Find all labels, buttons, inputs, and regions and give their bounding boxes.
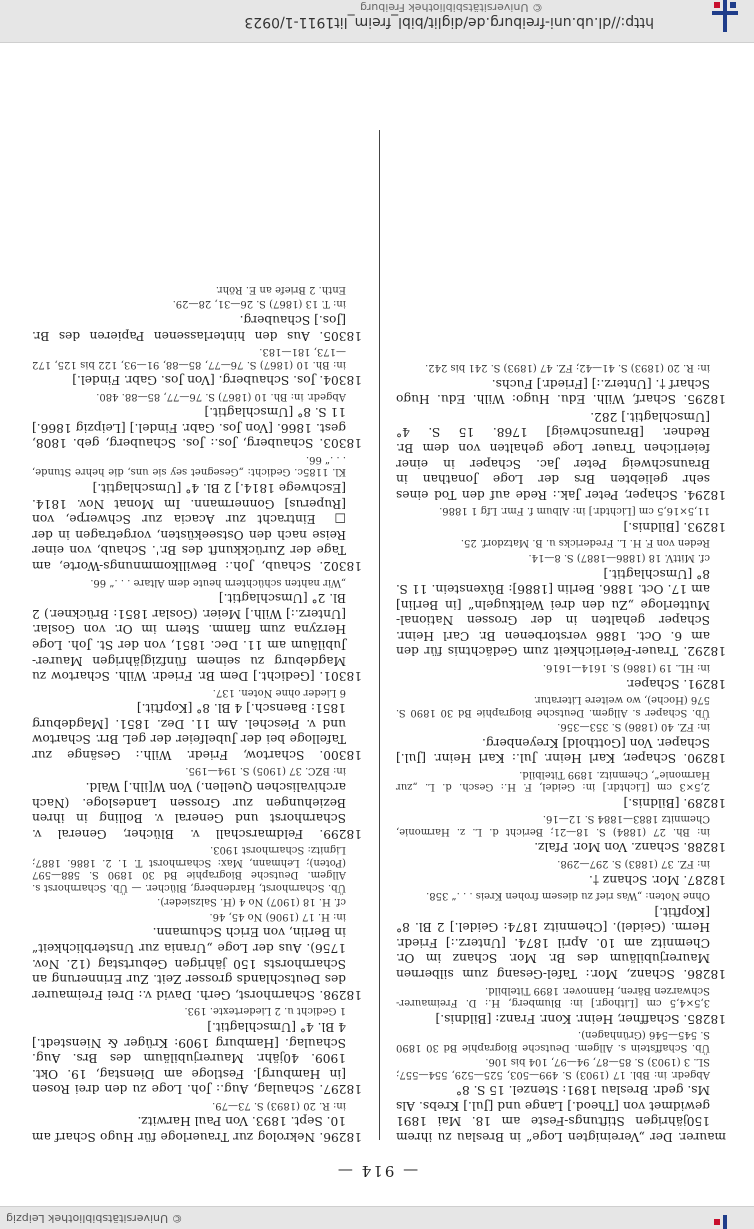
bibliography-entry: 18295. Scharf, Wilh. Edu. Hugo: Wilh. Edu. Hugo Scharf †. [Unterz.:] [Friedr.] Fuchs. [396,376,726,407]
entry-note: 3,5×4,5 cm [Lithogr.] in: Blumberg, H.: D. Freimaurer-Schwarzen Bären, Hannover. 1899 Titelbild. [396,984,710,1009]
right-column [32,280,362,1144]
bibliography-entry: 18287. Mor. Schanz †. [589,872,726,887]
entry-note: in: R. 20 (1893) S. 41—42; FZ. 47 (1893) S. 241 bis 242. [425,362,710,374]
header-copyright: © Universitätsbibliothek Freiburg [360,1,543,14]
footer-copyright: © Universitätsbibliothek Leipzig [6,1212,183,1225]
bibliography-entry: 18300. Schartow, Friedr. Wilh.: Gesänge zur Tafelloge bei der Jubelfeier der geL Brr. Schartow und v. Pieschel. Am 11. Dez. 1851. [Magdeburg 1851: Baensch.] 4 Bl. 8° [Kopftit.] [32,701,362,762]
bibliography-entry: 18291. Schaper. [625,676,726,691]
footer-logo-icon [712,1215,738,1229]
entry-note: cf. MittV. 18 (1886—1887) S. 8—14. [528,551,710,563]
entry-note: in: Bh. 27 (1884) S. 18—21; Bericht d. L. z. Harmonie, Chemnitz 1883—1884 S. 12—16. [396,813,710,837]
bibliography-entry: 18288. Schanz. Von Mor. Pfalz. [534,840,726,855]
bibliography-entry: maurer. Der „Vereinigten Loge“ in Breslau zu ihrem 150jährigen Stiftungs-Feste am 18. Mai 1891 gewidmet von [Theod.] Lange und [Jul.] Krebs. Als Ms. gedr. Breslau 1891: Stenzel. 15 S. 8° [396,1083,726,1144]
entry-note: in: H. 17 (1906) No 45, 46. [209,910,346,922]
entry-note: Kl. 1185c. Gedicht: „Gesegnet sey sie uns, die hehre Stunde, . . .“ 66. [32,454,346,478]
entry-note: in: FZ. 37 (1883) S. 297—298. [557,857,710,869]
bibliography-entry: 18294. Schaper, Peter Jak.: Rede auf den Tod eines sehr geliebten Brs der Loge Jonathan in Braunschweig Peter Jac. Schaper in einer feierlichen Trauer Loge gehalten von dem Br. Redner. [Braunschweig] 1768. 15 S. 4° [Umschlagtit.] 282. [396,409,726,502]
bibliography-entry: 18305. Aus den hinterlassenen Papieren des Br. [Jos.] Schauberg. [32,313,362,343]
entry-note: Üb. Schaffstein s. Allgem. Deutsche Biographie Bd 30 1890 S. 545—546 (Grünhagen). [396,1029,710,1053]
entry-note: Üb. Scharnhorst, Hardenberg, Blücher. — Üb. Scharnhorst s. Allgem. Deutsche Biographie Bd 30 1890 S. 588—597 (Poten); Lehmann, Max: Scharnhorst T. 1. 2. 1886. 1887; Lignitz: Scharnhorst 1903. [32,844,346,893]
entry-note: in: FZ. 40 (1886) S. 353—356. [557,721,710,733]
entry-note: 1 Gedicht u. 2 Liedertexte. 193. [184,1005,346,1017]
column-divider [379,130,380,1140]
viewer-footer [0,1206,754,1229]
entry-note: in: R. 20 (1893) S. 73—79. [212,1099,346,1111]
bibliography-entry: 18304. Jos. Schauberg. [Von Jos. Gabr. Findel.] [72,373,362,388]
left-column [396,359,726,1144]
bibliography-entry: 18298. Scharnhorst, Gerh. David v.: Drei Freimaurer des Deutschlands grosser Zeit. Zur Erinnerung an Scharnhorsts 150 jährigen Geburtstag (12. Nov. 1756). Aus der Loge „Urania zur Unsterblichkeit“ in Berlin, von Erich Schumann. [32,925,362,1002]
entry-note: 6 Lieder ohne Noten. 137. [212,686,346,698]
source-url[interactable]: http://dl.ub.uni-freiburg.de/diglit/bibl_freim_lit1911-1/0923 [244,14,654,30]
bibliography-entry: 18290. Schaper, Karl Heinr. Jul.: Karl Heinr. [Jul.] Schaper. Von [Gotthold] Kreyenberg. [396,735,726,766]
bibliography-entry: 18289. [Bildnis.] [623,795,726,810]
entry-note: 2,5×3 cm [Lichtdr.] in: Geidel, F. H.: Gesch. d. L. „zur Harmonie“, Chemnitz. 1899 Titelbild. [396,768,710,793]
viewer-header [0,0,754,43]
entry-note: in: Bh. 10 (1867) S. 76—77, 85—88, 91—93, 122 bis 125, 172—173, 181—183. [32,346,346,370]
page-number: — 914 — [335,1162,419,1180]
entry-note: Reden von F. H. L. Fredericks u. B. Matzdorf. 25. [460,537,710,549]
entry-note: in: T. 13 (1867) S. 26—31, 28—29. [172,298,346,310]
entry-note: Ohne Noten: „Was rief zu diesem frohen Kreis . . .“ 358. [426,890,710,902]
bibliography-entry: 18302. Schaub, Joh.: Bewillkommnungs-Worte, am Tage der Zurückkunft des Br.'. Schaub, von einer Reise nach den Ostseeküsten, vorgetragen in der □ Eintracht zur Acacia zur Schwerpe, von [Ruperus] Gonnermann. Im Monat Nov. 1814. [Eschwege 1814.] 2 Bl. 4° [Umschlagtit.] [32,481,362,574]
entry-note: Enth. 2 Briefe an E. Röhr. [215,283,346,295]
bibliography-entry: 18292. Trauer-Feierlichkeit zum Gedächtnis für den am 6. Oct. 1886 verstorbenen Br. Carl Heinr. Schaper gehalten in der Grossen National-Mutterloge „Zu den drei Weltkugeln“ [in Berlin] am 17. Oct. 1886. Berlin [1886]: Bûxenstein. 11 S. 8° [Umschlagtit.] [396,566,726,659]
bibliography-entry: 18299. Feldmarschall v. Blücher, General v. Scharnhorst und General v. Bolling in ihren Beziehungen zur Grossen Landesloge. (Nach archivalischen Quellen.) Von W[ilh.] Wald. [32,780,362,841]
bibliography-entry: 18297. Schaulag, Aug.: Joh. Loge zu den drei Rosen [in Hamburg]. Festloge am Dienstag, 19. Okt. 1909. 40jähr. Maurerjubiläum des Brs. Aug. Schaulag. [Hamburg 1909: Krüger & Nienstedt.] 4 Bl. 4° [Umschlagtit.] [32,1019,362,1097]
entry-note: in: HL. 19 (1886) S. 1614—1616. [542,662,710,673]
entry-note: Abgedr. in: Bbl. 17 (1903) S. 499—503, 525—529, 554—557; SL. 3 (1903) S. 85—87, 94—97, 104 bis 106. [396,1056,710,1080]
entry-note: „Wir nahten schüchtern heute dem Altare . . .“ 66. [90,576,346,588]
bibliography-entry: 18285. Schaffner, Heinr. Konr. Franz: [Bildnis.] [435,1011,726,1026]
entry-note: 11,5×16,5 cm [Lichtdr.] in: Album f. Fmr. Lfg 1 1886. [439,505,710,517]
entry-note: Üb. Schaper s. Allgem. Deutsche Biographie Bd 30 1890 S. 576 (Hoche), wo weitere Literatur. [396,694,710,718]
entry-note: cf. H. 18 (1907) No 4 (H. Salzsieder). [157,896,346,908]
bibliography-entry: 18286. Schanz, Mor.: Tafel-Gesang zum silbernen Maurerjubiläum des Br. Mor. Schanz im Or. Chemnitz am 10. April 1874. [Unterz.:] Friedr. Herm. (Geidel). [Chemnitz 1874: Geidel.] 2 Bl. 8° [Kopftit.] [396,904,726,982]
bibliography-entry: 18301. [Gedicht.] Dem Br. Friedr. Wilh. Schartow zu Magdeburg zu seinem fünfzigjährigen Maurer-Jubiläum am 11. Dec. 1851, von der St. Joh. Loge Herzyna zum flamm. Stern im Or. von Goslar. [Unterz.:] Wilh.] Meier. (Goslar 1851: Brückner.) 2 Bl. 2° [Umschlagtit.] [32,591,362,684]
bibliography-entry: 18296. Nekrolog zur Trauerloge für Hugo Scharf am 10. Sept. 1893. Von Paul Harwitz. [32,1114,362,1144]
entry-note: Abgedr. in: Bh. 10 (1867) S. 76—77, 85—88. 480. [96,390,346,402]
bibliography-entry: 18293. [Bildnis.] [623,519,726,534]
document-page [0,50,754,1200]
entry-note: in: BZC. 37 (1905) S. 194—195. [185,765,346,777]
bibliography-entry: 18303. Schauberg, Jos.: Jos. Schauberg, geb. 1808, gest. 1866. [Von Jos. Gabr. Findel.] [Leipzig 1866.] 11 S. 8° [Umschlagtit.] [32,405,362,451]
